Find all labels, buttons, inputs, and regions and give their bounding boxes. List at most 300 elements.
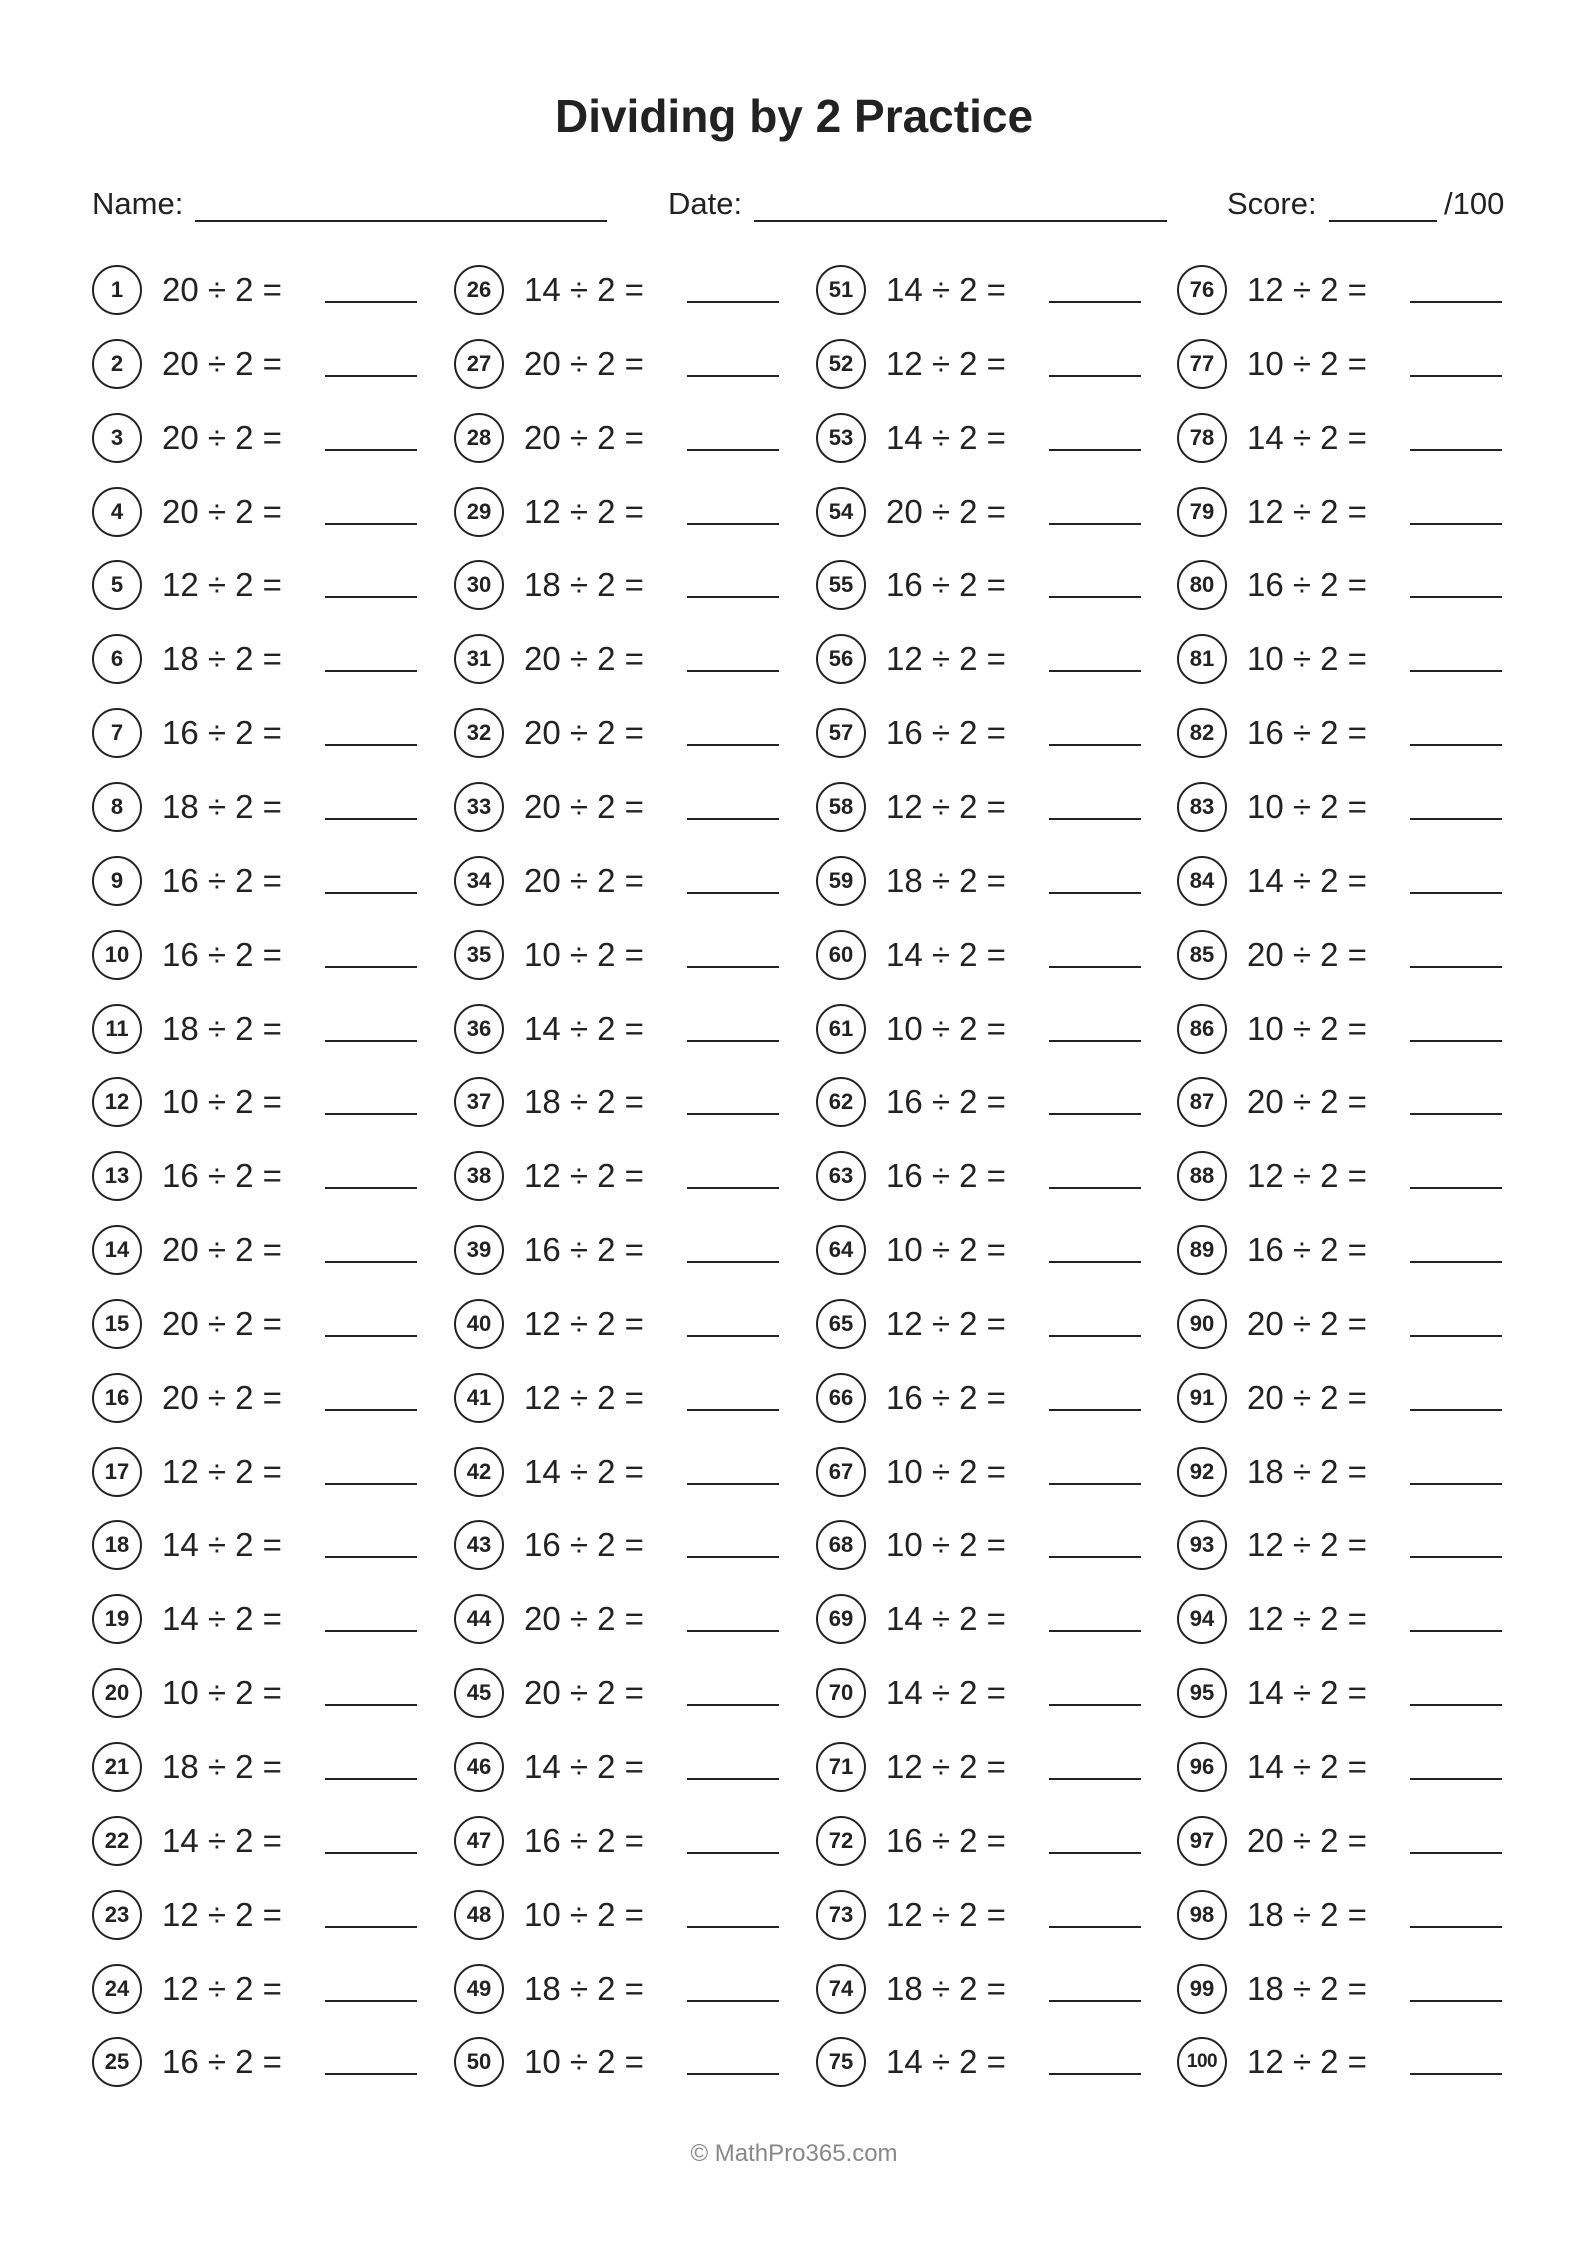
problem-number: 13	[92, 1151, 142, 1201]
problem-item	[1177, 1371, 1517, 1429]
problem-number: 85	[1177, 930, 1227, 980]
problem-expression: 20 ÷ 2 =	[1247, 1379, 1367, 1416]
answer-blank[interactable]	[325, 892, 417, 894]
answer-blank[interactable]	[1410, 1556, 1502, 1558]
problem-expression: 12 ÷ 2 =	[1247, 271, 1367, 308]
problem-expression: 14 ÷ 2 =	[162, 1600, 282, 1637]
answer-blank[interactable]	[1410, 1704, 1502, 1706]
answer-blank[interactable]	[325, 1113, 417, 1115]
problem-expression: 18 ÷ 2 =	[886, 862, 1006, 899]
problem-expression: 16 ÷ 2 =	[524, 1526, 644, 1563]
answer-blank[interactable]	[687, 670, 779, 672]
answer-blank[interactable]	[1049, 523, 1141, 525]
problem-number: 28	[454, 413, 504, 463]
answer-blank[interactable]	[1410, 1852, 1502, 1854]
problem-item	[454, 1962, 794, 2020]
answer-blank[interactable]	[325, 2000, 417, 2002]
problem-number: 75	[816, 2037, 866, 2087]
problem-item	[92, 337, 432, 395]
problem-number: 37	[454, 1077, 504, 1127]
problem-expression: 16 ÷ 2 =	[524, 1822, 644, 1859]
problem-number: 74	[816, 1964, 866, 2014]
problem-expression: 20 ÷ 2 =	[524, 714, 644, 751]
answer-blank[interactable]	[1410, 523, 1502, 525]
problem-expression: 20 ÷ 2 =	[524, 862, 644, 899]
problem-expression: 16 ÷ 2 =	[162, 714, 282, 751]
problem-item	[454, 1518, 794, 1576]
problem-number: 60	[816, 930, 866, 980]
problem-expression: 20 ÷ 2 =	[162, 493, 282, 530]
problem-expression: 14 ÷ 2 =	[162, 1526, 282, 1563]
problem-item	[92, 928, 432, 986]
answer-blank[interactable]	[325, 1778, 417, 1780]
problem-item	[92, 1592, 432, 1650]
answer-blank[interactable]	[325, 375, 417, 377]
answer-blank[interactable]	[1049, 966, 1141, 968]
answer-blank[interactable]	[1410, 818, 1502, 820]
problem-item	[92, 485, 432, 543]
problem-expression: 16 ÷ 2 =	[162, 936, 282, 973]
problem-number: 59	[816, 856, 866, 906]
problem-number: 79	[1177, 487, 1227, 537]
problem-item	[816, 1518, 1156, 1576]
problem-item	[92, 1814, 432, 1872]
answer-blank[interactable]	[1410, 1778, 1502, 1780]
problem-item	[816, 1297, 1156, 1355]
problem-item	[92, 780, 432, 838]
problem-item	[454, 1297, 794, 1355]
answer-blank[interactable]	[687, 1630, 779, 1632]
problem-expression: 14 ÷ 2 =	[886, 2043, 1006, 2080]
problem-number: 26	[454, 265, 504, 315]
problem-expression: 14 ÷ 2 =	[524, 271, 644, 308]
problem-item	[92, 1518, 432, 1576]
answer-blank[interactable]	[1410, 2073, 1502, 2075]
answer-blank[interactable]	[1049, 1335, 1141, 1337]
answer-blank[interactable]	[1049, 1187, 1141, 1189]
answer-blank[interactable]	[325, 1926, 417, 1928]
problem-item	[454, 1149, 794, 1207]
answer-blank[interactable]	[325, 1483, 417, 1485]
page-title: Dividing by 2 Practice	[554, 90, 1034, 142]
problem-expression: 14 ÷ 2 =	[1247, 1674, 1367, 1711]
problem-expression: 12 ÷ 2 =	[886, 1896, 1006, 1933]
problem-number: 62	[816, 1077, 866, 1127]
problem-item	[454, 1371, 794, 1429]
problem-item	[816, 411, 1156, 469]
problem-item	[1177, 780, 1517, 838]
answer-blank[interactable]	[1049, 2073, 1141, 2075]
answer-blank[interactable]	[1410, 449, 1502, 451]
problem-expression: 16 ÷ 2 =	[886, 714, 1006, 751]
problem-number: 90	[1177, 1299, 1227, 1349]
problem-item	[1177, 1814, 1517, 1872]
problem-number: 66	[816, 1373, 866, 1423]
problem-item	[816, 854, 1156, 912]
answer-blank[interactable]	[687, 1483, 779, 1485]
problem-number: 10	[92, 930, 142, 980]
name-field[interactable]	[195, 220, 607, 222]
answer-blank[interactable]	[1410, 744, 1502, 746]
problem-number: 80	[1177, 560, 1227, 610]
problem-item	[816, 780, 1156, 838]
answer-blank[interactable]	[687, 966, 779, 968]
problem-item	[92, 1002, 432, 1060]
date-field[interactable]	[754, 220, 1167, 222]
answer-blank[interactable]	[1410, 596, 1502, 598]
problem-number: 97	[1177, 1816, 1227, 1866]
answer-blank[interactable]	[1049, 892, 1141, 894]
problem-number: 34	[454, 856, 504, 906]
answer-blank[interactable]	[687, 1187, 779, 1189]
problem-item	[454, 706, 794, 764]
problem-expression: 10 ÷ 2 =	[886, 1231, 1006, 1268]
problem-item	[454, 1888, 794, 1946]
problem-number: 94	[1177, 1594, 1227, 1644]
answer-blank[interactable]	[325, 1852, 417, 1854]
answer-blank[interactable]	[1049, 744, 1141, 746]
problem-item	[454, 558, 794, 616]
problem-item	[454, 632, 794, 690]
answer-blank[interactable]	[325, 818, 417, 820]
score-total: /100	[1444, 186, 1505, 221]
answer-blank[interactable]	[325, 2073, 417, 2075]
problem-item	[454, 263, 794, 321]
problem-item	[92, 854, 432, 912]
answer-blank[interactable]	[1049, 1113, 1141, 1115]
answer-blank[interactable]	[325, 670, 417, 672]
problem-item	[1177, 1666, 1517, 1724]
problem-number: 76	[1177, 265, 1227, 315]
copyright-footer: © MathPro365.com	[690, 2140, 898, 2167]
answer-blank[interactable]	[1410, 1261, 1502, 1263]
problem-number: 43	[454, 1520, 504, 1570]
problem-expression: 20 ÷ 2 =	[162, 271, 282, 308]
problem-expression: 20 ÷ 2 =	[524, 1674, 644, 1711]
problem-expression: 14 ÷ 2 =	[524, 1010, 644, 1047]
problem-number: 91	[1177, 1373, 1227, 1423]
answer-blank[interactable]	[687, 1704, 779, 1706]
problem-number: 67	[816, 1447, 866, 1497]
problem-expression: 16 ÷ 2 =	[886, 1157, 1006, 1194]
answer-blank[interactable]	[325, 596, 417, 598]
answer-blank[interactable]	[325, 1187, 417, 1189]
problem-item	[1177, 337, 1517, 395]
problem-number: 29	[454, 487, 504, 537]
problem-item	[816, 1814, 1156, 1872]
problem-expression: 14 ÷ 2 =	[886, 1600, 1006, 1637]
problem-number: 51	[816, 265, 866, 315]
problem-expression: 10 ÷ 2 =	[162, 1083, 282, 1120]
problem-item	[92, 1371, 432, 1429]
answer-blank[interactable]	[687, 1261, 779, 1263]
answer-blank[interactable]	[1410, 1335, 1502, 1337]
answer-blank[interactable]	[1049, 1040, 1141, 1042]
problem-item	[1177, 1962, 1517, 2020]
problem-number: 50	[454, 2037, 504, 2087]
answer-blank[interactable]	[687, 744, 779, 746]
problem-grid	[0, 263, 1588, 2108]
problem-number: 2	[92, 339, 142, 389]
problem-item	[1177, 706, 1517, 764]
answer-blank[interactable]	[1410, 1040, 1502, 1042]
problem-expression: 16 ÷ 2 =	[886, 1379, 1006, 1416]
problem-number: 3	[92, 413, 142, 463]
problem-expression: 16 ÷ 2 =	[886, 1822, 1006, 1859]
problem-number: 46	[454, 1742, 504, 1792]
problem-number: 39	[454, 1225, 504, 1275]
answer-blank[interactable]	[1049, 1852, 1141, 1854]
problem-number: 42	[454, 1447, 504, 1497]
problem-number: 65	[816, 1299, 866, 1349]
problem-number: 54	[816, 487, 866, 537]
problem-number: 12	[92, 1077, 142, 1127]
problem-item	[1177, 411, 1517, 469]
answer-blank[interactable]	[325, 301, 417, 303]
problem-expression: 16 ÷ 2 =	[162, 1157, 282, 1194]
answer-blank[interactable]	[687, 892, 779, 894]
problem-number: 99	[1177, 1964, 1227, 2014]
answer-blank[interactable]	[687, 375, 779, 377]
answer-blank[interactable]	[1410, 1409, 1502, 1411]
problem-expression: 16 ÷ 2 =	[1247, 566, 1367, 603]
problem-item	[1177, 558, 1517, 616]
problem-expression: 20 ÷ 2 =	[1247, 1822, 1367, 1859]
problem-number: 22	[92, 1816, 142, 1866]
answer-blank[interactable]	[687, 301, 779, 303]
score-label: Score:	[1227, 186, 1317, 221]
score-field[interactable]	[1329, 220, 1437, 222]
problem-item	[92, 558, 432, 616]
problem-number: 86	[1177, 1004, 1227, 1054]
problem-number: 72	[816, 1816, 866, 1866]
problem-expression: 12 ÷ 2 =	[162, 1970, 282, 2007]
problem-expression: 14 ÷ 2 =	[886, 419, 1006, 456]
answer-blank[interactable]	[687, 2073, 779, 2075]
problem-item	[816, 1666, 1156, 1724]
problem-number: 19	[92, 1594, 142, 1644]
answer-blank[interactable]	[687, 596, 779, 598]
problem-expression: 20 ÷ 2 =	[162, 345, 282, 382]
problem-number: 96	[1177, 1742, 1227, 1792]
problem-number: 81	[1177, 634, 1227, 684]
answer-blank[interactable]	[1410, 1187, 1502, 1189]
problem-item	[92, 1445, 432, 1503]
answer-blank[interactable]	[1049, 375, 1141, 377]
answer-blank[interactable]	[1049, 1704, 1141, 1706]
problem-expression: 20 ÷ 2 =	[886, 493, 1006, 530]
answer-blank[interactable]	[1049, 301, 1141, 303]
problem-expression: 12 ÷ 2 =	[524, 1379, 644, 1416]
problem-expression: 12 ÷ 2 =	[524, 493, 644, 530]
problem-number: 30	[454, 560, 504, 610]
problem-item	[92, 1740, 432, 1798]
problem-number: 18	[92, 1520, 142, 1570]
problem-expression: 14 ÷ 2 =	[1247, 419, 1367, 456]
problem-expression: 14 ÷ 2 =	[886, 271, 1006, 308]
date-label: Date:	[668, 186, 743, 221]
problem-number: 32	[454, 708, 504, 758]
header-fields	[0, 182, 1588, 232]
problem-expression: 16 ÷ 2 =	[886, 1083, 1006, 1120]
problem-item	[454, 1740, 794, 1798]
answer-blank[interactable]	[1049, 2000, 1141, 2002]
answer-blank[interactable]	[1410, 301, 1502, 303]
answer-blank[interactable]	[325, 1704, 417, 1706]
problem-number: 83	[1177, 782, 1227, 832]
problem-number: 44	[454, 1594, 504, 1644]
answer-blank[interactable]	[1410, 892, 1502, 894]
answer-blank[interactable]	[687, 1335, 779, 1337]
answer-blank[interactable]	[687, 1113, 779, 1115]
problem-item	[1177, 1445, 1517, 1503]
answer-blank[interactable]	[1049, 818, 1141, 820]
problem-number: 92	[1177, 1447, 1227, 1497]
problem-expression: 20 ÷ 2 =	[162, 1379, 282, 1416]
problem-number: 24	[92, 1964, 142, 2014]
problem-number: 33	[454, 782, 504, 832]
problem-number: 9	[92, 856, 142, 906]
answer-blank[interactable]	[687, 449, 779, 451]
problem-number: 64	[816, 1225, 866, 1275]
problem-expression: 20 ÷ 2 =	[162, 1231, 282, 1268]
problem-number: 14	[92, 1225, 142, 1275]
answer-blank[interactable]	[1410, 670, 1502, 672]
problem-number: 61	[816, 1004, 866, 1054]
problem-number: 49	[454, 1964, 504, 2014]
problem-item	[454, 1075, 794, 1133]
problem-number: 84	[1177, 856, 1227, 906]
answer-blank[interactable]	[1049, 1630, 1141, 1632]
answer-blank[interactable]	[325, 1556, 417, 1558]
answer-blank[interactable]	[687, 1556, 779, 1558]
problem-expression: 20 ÷ 2 =	[524, 345, 644, 382]
problem-number: 73	[816, 1890, 866, 1940]
answer-blank[interactable]	[687, 1409, 779, 1411]
answer-blank[interactable]	[325, 966, 417, 968]
answer-blank[interactable]	[325, 449, 417, 451]
answer-blank[interactable]	[1410, 1113, 1502, 1115]
answer-blank[interactable]	[687, 1778, 779, 1780]
answer-blank[interactable]	[1410, 2000, 1502, 2002]
answer-blank[interactable]	[325, 1261, 417, 1263]
problem-expression: 18 ÷ 2 =	[524, 566, 644, 603]
answer-blank[interactable]	[687, 1040, 779, 1042]
problem-item	[1177, 485, 1517, 543]
problem-number: 95	[1177, 1668, 1227, 1718]
problem-number: 87	[1177, 1077, 1227, 1127]
answer-blank[interactable]	[325, 523, 417, 525]
problem-item	[1177, 1592, 1517, 1650]
answer-blank[interactable]	[325, 1335, 417, 1337]
answer-blank[interactable]	[1410, 966, 1502, 968]
answer-blank[interactable]	[1049, 1409, 1141, 1411]
answer-blank[interactable]	[325, 1040, 417, 1042]
problem-item	[454, 337, 794, 395]
answer-blank[interactable]	[1049, 596, 1141, 598]
problem-expression: 14 ÷ 2 =	[1247, 1748, 1367, 1785]
problem-number: 68	[816, 1520, 866, 1570]
answer-blank[interactable]	[1049, 1926, 1141, 1928]
problem-number: 17	[92, 1447, 142, 1497]
problem-item	[454, 1223, 794, 1281]
problem-expression: 20 ÷ 2 =	[524, 788, 644, 825]
problem-item	[1177, 263, 1517, 321]
problem-item	[1177, 1149, 1517, 1207]
problem-number: 56	[816, 634, 866, 684]
problem-number: 21	[92, 1742, 142, 1792]
problem-number: 15	[92, 1299, 142, 1349]
answer-blank[interactable]	[1049, 1556, 1141, 1558]
problem-item	[454, 1592, 794, 1650]
problem-expression: 18 ÷ 2 =	[1247, 1970, 1367, 2007]
problem-expression: 10 ÷ 2 =	[886, 1010, 1006, 1047]
problem-expression: 10 ÷ 2 =	[886, 1526, 1006, 1563]
answer-blank[interactable]	[1049, 1483, 1141, 1485]
answer-blank[interactable]	[687, 818, 779, 820]
answer-blank[interactable]	[1049, 670, 1141, 672]
problem-item	[92, 1149, 432, 1207]
problem-expression: 20 ÷ 2 =	[162, 1305, 282, 1342]
problem-expression: 10 ÷ 2 =	[524, 936, 644, 973]
problem-expression: 20 ÷ 2 =	[162, 419, 282, 456]
answer-blank[interactable]	[687, 523, 779, 525]
problem-item	[92, 706, 432, 764]
answer-blank[interactable]	[687, 1926, 779, 1928]
problem-item	[454, 780, 794, 838]
problem-expression: 14 ÷ 2 =	[524, 1748, 644, 1785]
problem-expression: 20 ÷ 2 =	[524, 1600, 644, 1637]
problem-item	[92, 1075, 432, 1133]
problem-expression: 12 ÷ 2 =	[886, 345, 1006, 382]
answer-blank[interactable]	[1049, 1778, 1141, 1780]
problem-item	[92, 1888, 432, 1946]
problem-expression: 20 ÷ 2 =	[1247, 1083, 1367, 1120]
problem-number: 93	[1177, 1520, 1227, 1570]
answer-blank[interactable]	[325, 744, 417, 746]
answer-blank[interactable]	[1410, 1483, 1502, 1485]
problem-expression: 12 ÷ 2 =	[886, 788, 1006, 825]
answer-blank[interactable]	[325, 1409, 417, 1411]
problem-expression: 14 ÷ 2 =	[162, 1822, 282, 1859]
problem-item	[92, 411, 432, 469]
answer-blank[interactable]	[1049, 1261, 1141, 1263]
answer-blank[interactable]	[687, 1852, 779, 1854]
problem-number: 4	[92, 487, 142, 537]
problem-item	[816, 1223, 1156, 1281]
problem-item	[454, 1814, 794, 1872]
answer-blank[interactable]	[1410, 375, 1502, 377]
answer-blank[interactable]	[1410, 1630, 1502, 1632]
problem-number: 5	[92, 560, 142, 610]
problem-item	[1177, 928, 1517, 986]
answer-blank[interactable]	[1410, 1926, 1502, 1928]
problem-expression: 12 ÷ 2 =	[1247, 493, 1367, 530]
problem-expression: 12 ÷ 2 =	[886, 640, 1006, 677]
problem-item	[816, 1445, 1156, 1503]
problem-number: 89	[1177, 1225, 1227, 1275]
problem-expression: 12 ÷ 2 =	[162, 566, 282, 603]
answer-blank[interactable]	[325, 1630, 417, 1632]
problem-number: 7	[92, 708, 142, 758]
answer-blank[interactable]	[1049, 449, 1141, 451]
problem-expression: 20 ÷ 2 =	[524, 640, 644, 677]
problem-number: 55	[816, 560, 866, 610]
answer-blank[interactable]	[687, 2000, 779, 2002]
problem-item	[816, 1592, 1156, 1650]
problem-expression: 18 ÷ 2 =	[162, 640, 282, 677]
problem-item	[1177, 1223, 1517, 1281]
